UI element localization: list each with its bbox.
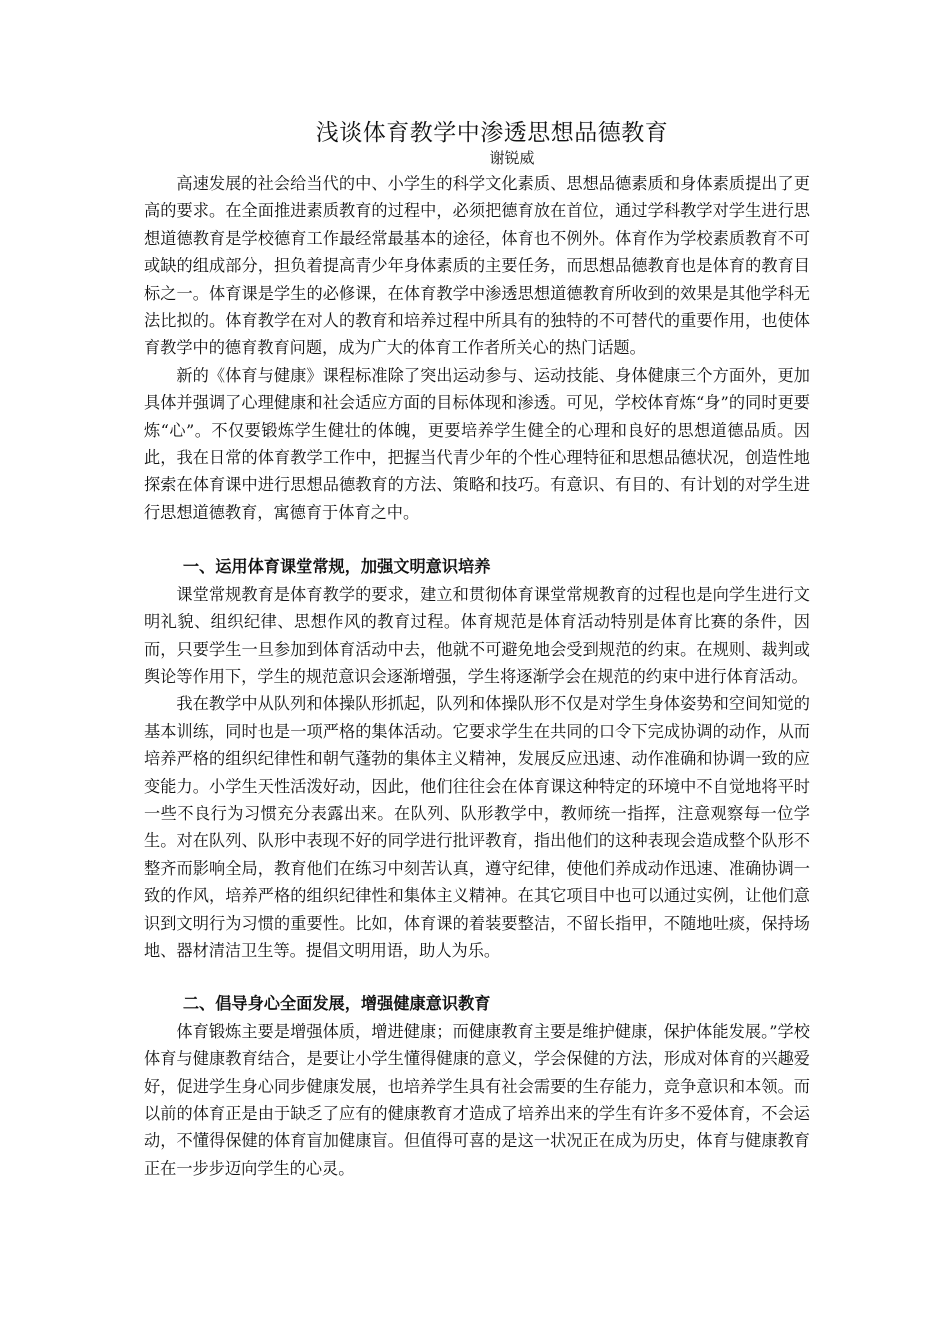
intro-paragraph-1: 高速发展的社会给当代的中、小学生的科学文化素质、思想品德素质和身体素质提出了更高的要求。在全面推进素质教育的过程中，必须把德育放在首位，通过学科教学对学生进行思想道德教育是学校德育工作最经常最基本的途径，体育也不例外。体育作为学校素质教育不可或缺的组成部分，担负着提高青少年身体素质的主要任务，而思想品德教育也是体育的教育目标之一。体育课是学生的必修课，在体育教学中渗透思想道德教育所收到的效果是其他学科无法比拟的。体育教学在对人的教育和培养过程中所具有的独特的不可替代的重要作用，也使体育教学中的德育教育问题，成为广大的体育工作者所关心的热门话题。 (144, 174, 810, 358)
document-title: 浅谈体育教学中渗透思想品德教育 (315, 120, 669, 146)
section-spacer (144, 964, 810, 990)
section-2-paragraph-1: 体育锻炼主要是增强体质，增进健康；而健康教育主要是维护健康，保护体能发展。”学校体育与健康教育结合，是要让小学生懂得健康的意义，学会保健的方法，形成对体育的兴趣爱好，促进学生身心同步健康发展，也培养学生具有社会需要的生存能力，竞争意识和本领。而以前的体育正是由于缺乏了应有的健康教育才造成了培养出来的学生有许多不爱体育，不会运动，不懂得保健的体育盲加健康盲。但值得可喜的是这一状况正在成为历史，体育与健康教育正在一步步迈向学生的心灵。 (144, 1021, 810, 1178)
section-1-heading: 一、运用体育课堂常规，加强文明意识培养 (182, 557, 491, 577)
section-2-heading: 二、倡导身心全面发展，增强健康意识教育 (182, 994, 491, 1014)
section-1-paragraph-1: 课堂常规教育是体育教学的要求，建立和贯彻体育课堂常规教育的过程也是向学生进行文明礼貌、组织纪律、思想作风的教育过程。体育规范是体育活动特别是体育比赛的条件，因而，只要学生一旦参加到体育活动中去，他就不可避免地会受到规范的约束。在规则、裁判或舆论等作用下，学生的规范意识会逐渐增强，学生将逐渐学会在规范的约束中进行体育活动。 (144, 584, 810, 686)
document-author: 谢锐威 (489, 149, 535, 167)
document-page (144, 118, 810, 1182)
section-1-paragraph-2: 我在教学中从队列和体操队形抓起，队列和体操队形不仅是对学生身体姿势和空间知觉的基本训练，同时也是一项严格的集体活动。它要求学生在共同的口令下完成协调的动作，从而培养严格的组织纪律性和朝气蓬勃的集体主义精神，发展反应迅速、动作准确和协调一致的应变能力。小学生天性活泼好动，因此，他们往往会在体育课这种特定的环境中不自觉地将平时一些不良行为习惯充分表露出来。在队列、队形教学中，教师统一指挥，注意观察每一位学生。对在队列、队形中表现不好的同学进行批评教育，指出他们的这种表现会造成整个队形不整齐而影响全局，教育他们在练习中刻苦认真，遵守纪律，使他们养成动作迅速、准确协调一致的作风，培养严格的组织纪律性和集体主义精神。在其它项目中也可以通过实例，让他们意识到文明行为习惯的重要性。比如，体育课的着装要整洁，不留长指甲，不随地吐痰，保持场地、器材清洁卫生等。提倡文明用语，助人为乐。 (144, 694, 810, 960)
intro-paragraph-2: 新的《体育与健康》课程标准除了突出运动参与、运动技能、身体健康三个方面外，更加具体并强调了心理健康和社会适应方面的目标体现和渗透。可见，学校体育炼“身”的同时更要炼“心”。不仅要锻炼学生健壮的体魄，更要培养学生健全的心理和良好的思想道德品质。因此，我在日常的体育教学工作中，把握当代青少年的个性心理特征和思想品德状况，创造性地探索在体育课中进行思想品德教育的方法、策略和技巧。有意识、有目的、有计划的对学生进行思想道德教育，寓德育于体育之中。 (144, 365, 810, 522)
section-spacer (144, 526, 810, 553)
